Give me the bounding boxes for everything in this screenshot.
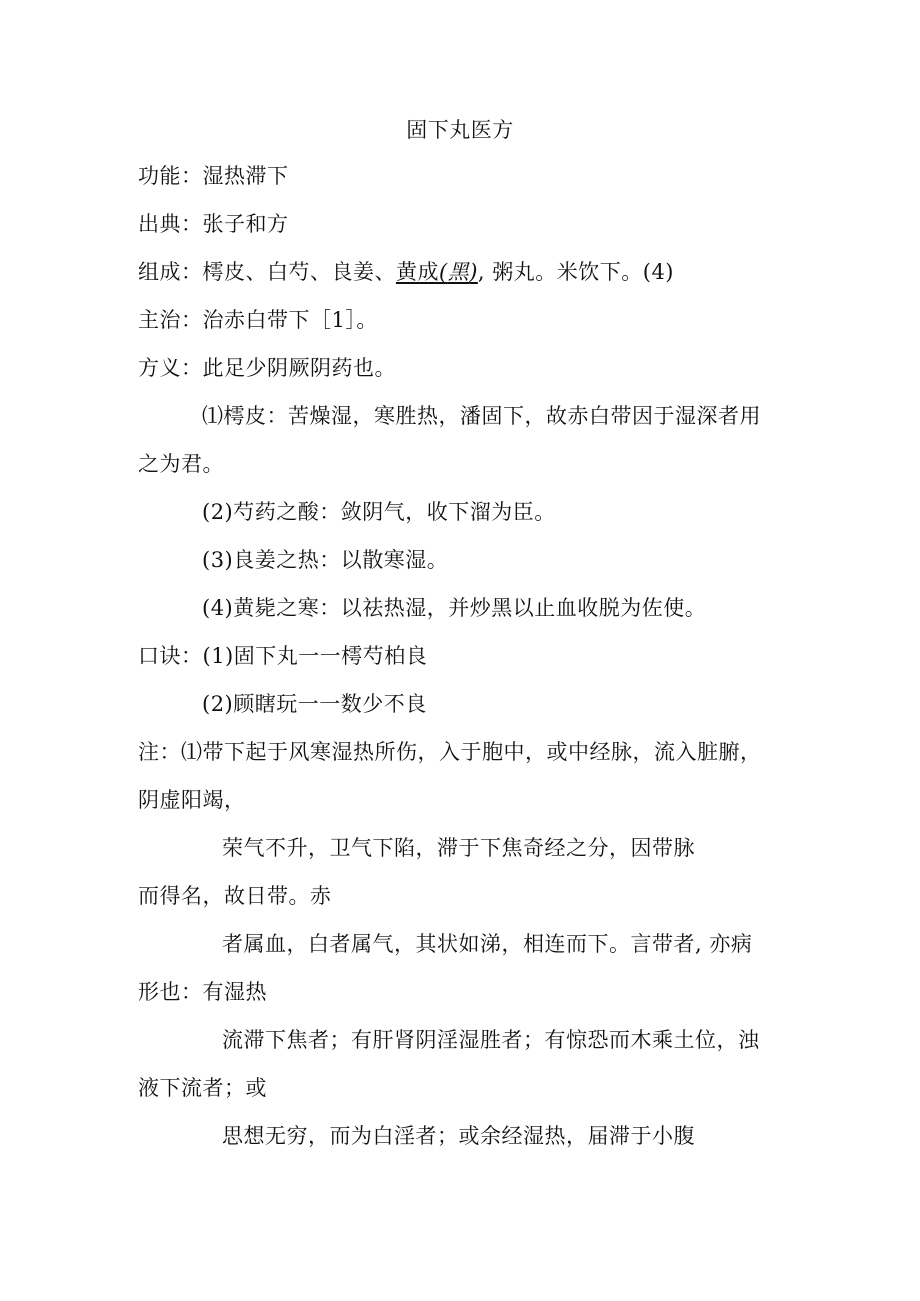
mnemonic-text-1: (1)固下丸一一樗芍柏良 bbox=[202, 644, 428, 668]
composition-before: 樗皮、白芍、良姜、 bbox=[202, 260, 396, 284]
notes-line-8: 液下流者；或 bbox=[138, 1076, 267, 1100]
composition-paren-open: ( bbox=[439, 260, 448, 284]
notes-line-6: 形也：有湿热 bbox=[138, 980, 267, 1004]
notes-line-2: 阴虚阳竭， bbox=[138, 788, 246, 812]
function-line bbox=[138, 160, 289, 190]
composition-after: , 粥丸。米饮下。(4) bbox=[477, 260, 675, 284]
source-value: 张子和方 bbox=[202, 212, 289, 236]
indication-line bbox=[138, 304, 378, 334]
composition-label: 组成： bbox=[138, 260, 203, 284]
mnemonic-line-1 bbox=[138, 640, 427, 670]
indication-label: 主治： bbox=[138, 308, 203, 332]
document-title: 固下丸医方 bbox=[406, 118, 514, 142]
meaning-label: 方义： bbox=[138, 356, 203, 380]
explanation-line-3: (3)良姜之热：以散寒湿。 bbox=[202, 548, 449, 572]
notes-line-4: 而得名，故日带。赤 bbox=[138, 884, 332, 908]
function-value: 湿热滞下 bbox=[202, 164, 289, 188]
indication-value: 治赤白带下［1］。 bbox=[202, 308, 378, 332]
source-label: 出典： bbox=[138, 212, 203, 236]
source-line bbox=[138, 208, 289, 238]
composition-underlined-italic: 黑 bbox=[447, 260, 470, 284]
function-label: 功能： bbox=[138, 164, 203, 188]
notes-line-1: 注：⑴带下起于风寒湿热所伤，入于胞中，或中经脉，流入脏腑， bbox=[138, 740, 762, 764]
explanation-line-1b: 之为君。 bbox=[138, 452, 224, 476]
composition-underlined: 黄成 bbox=[396, 260, 439, 284]
composition-paren-close: ) bbox=[469, 260, 478, 284]
mnemonic-label: 口诀： bbox=[138, 644, 203, 668]
notes-line-3: 荣气不升，卫气下陷，滞于下焦奇经之分，因带脉 bbox=[222, 836, 695, 860]
notes-line-5: 者属血，白者属气，其状如涕，相连而下。言带者, 亦病 bbox=[222, 932, 753, 956]
composition-line bbox=[138, 256, 674, 286]
explanation-line-1a: ⑴樗皮：苦燥湿，寒胜热，潘固下，故赤白带因于湿深者用 bbox=[202, 404, 761, 428]
meaning-line bbox=[138, 352, 396, 382]
notes-line-7: 流滞下焦者；有肝肾阴淫湿胜者；有惊恐而木乘土位，浊 bbox=[222, 1028, 760, 1052]
explanation-line-2: (2)芍药之酸：敛阴气，收下溜为臣。 bbox=[202, 500, 556, 524]
mnemonic-line-2: (2)顾瞎玩一一数少不良 bbox=[202, 692, 427, 716]
explanation-line-4: (4)黄毙之寒：以祛热湿，并炒黑以止血收脱为佐使。 bbox=[202, 596, 707, 620]
notes-line-9: 思想无穷，而为白淫者；或余经湿热，届滞于小腹 bbox=[222, 1124, 695, 1148]
meaning-value: 此足少阴厥阴药也。 bbox=[202, 356, 396, 380]
